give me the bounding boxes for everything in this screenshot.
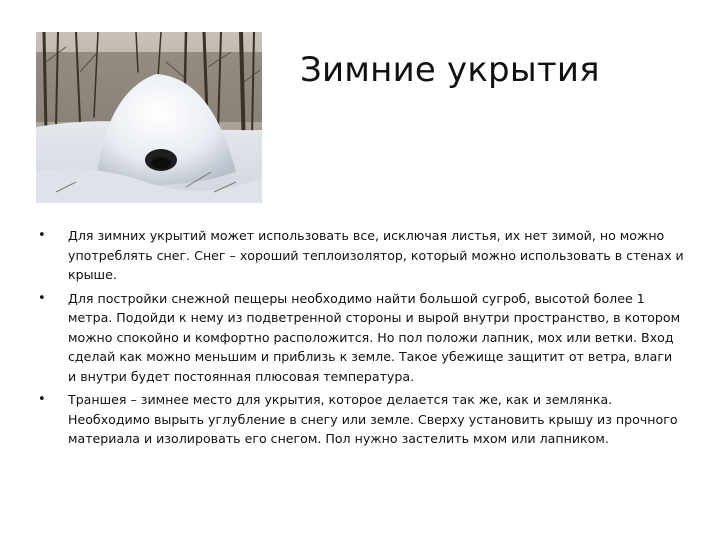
bullet-text: Траншея – зимнее место для укрытия, которое делается так же, как и землянка. Необходимо вырыть углубление в снегу или земле. Сверху установить крышу из прочного материала и изолировать его снегом. Пол нужно застелить мхом или лапником. (68, 392, 678, 446)
bullet-item (38, 226, 684, 285)
bullet-item (38, 289, 684, 387)
bullet-text: Для зимних укрытий может использовать все, исключая листья, их нет зимой, но можно употреблять снег. Снег – хороший теплоизолятор, который можно использовать в стенах и крыше. (68, 228, 684, 282)
slide-title: Зимние укрытия (300, 50, 600, 90)
bullet-text: Для постройки снежной пещеры необходимо найти большой сугроб, высотой более 1 метра. Подойди к нему из подветренной стороны и вырой внутри пространство, в котором можно спокойно и комфортно расположится. Но пол положи лапник, мох или ветки. Вход сделай как можно меньшим и приблизь к земле. Такое убежище защитит от ветра, влаги и внутри будет постоянная плюсовая температура. (68, 290, 681, 384)
bullet-marker: • (38, 290, 46, 306)
snow-cave-photo (36, 32, 262, 203)
bullet-item (38, 390, 684, 449)
bullet-list (38, 226, 684, 453)
bullet-marker: • (38, 392, 46, 407)
bullet-marker: • (38, 228, 46, 243)
